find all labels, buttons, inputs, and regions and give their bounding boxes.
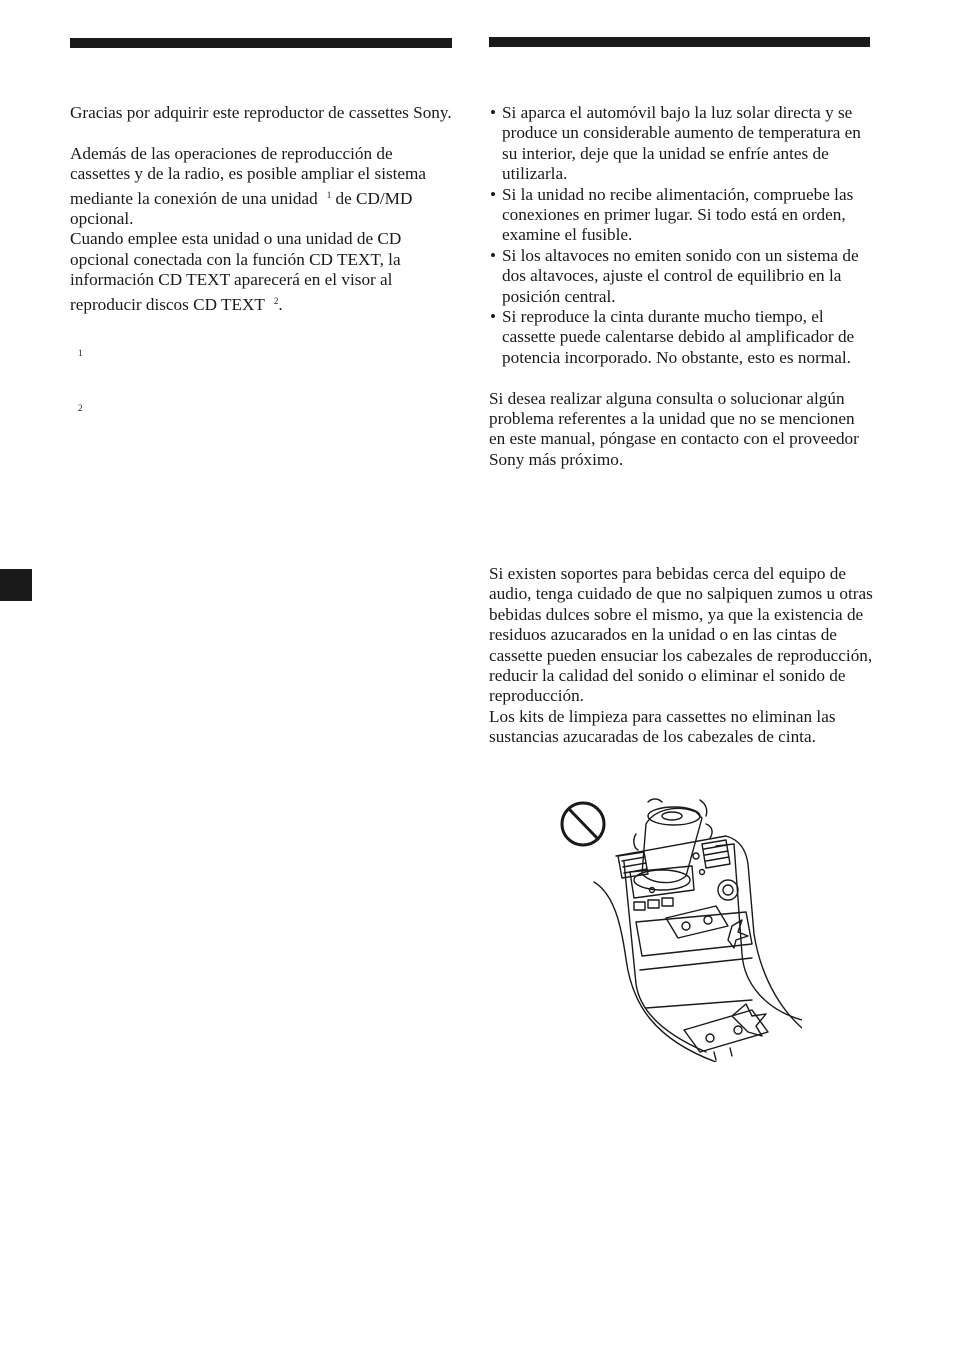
left-header-rule (70, 38, 452, 48)
right-header-rule (489, 37, 870, 47)
section-thumb-tab (0, 569, 32, 601)
footnote-2-marker: 2 (78, 403, 83, 413)
consult-paragraph: Si desea realizar alguna consulta o solucionar algún problema referentes a la unidad que no se mencionen en este manual, póngase en contacto con el proveedor Sony más próximo. (489, 388, 859, 469)
expansion-text-end: de CD/MD opcional. (70, 188, 413, 229)
cd-text-paragraph (70, 229, 455, 315)
drinks-paragraph: Si existen soportes para bebidas cerca del equipo de audio, tenga cuidado de que no salpiquen zumos u otras bebidas dulces sobre el mismo, ya que la existencia de residuos azucarados en la unidad o en las cintas de cassette pueden ensuciar los cabezales de reproducción, reducir la calidad del sonido o eliminar el sonido de reproducción. (489, 564, 873, 706)
cd-text-text: Cuando emplee esta unidad o una unidad de CD opcional conectada con la función CD TEXT, la información CD TEXT aparecerá en el visor al reproducir discos CD TEXT (70, 229, 402, 314)
list-item: • Si reproduce la cinta durante mucho tiempo, el cassette puede calentarse debido al amplificador de potencia incorporado. No obstante, esto es normal. (489, 307, 873, 368)
intro-paragraph: Gracias por adquirir este reproductor de cassettes Sony. (70, 103, 452, 122)
cd-text-end: . (278, 294, 283, 314)
list-item: • Si los altavoces no emiten sonido con un sistema de dos altavoces, ajuste el control de equilibrio en la posición central. (489, 246, 873, 307)
list-item: • Si aparca el automóvil bajo la luz solar directa y se produce un considerable aumento de temperatura en su interior, deje que la unidad se enfríe antes de utilizarla. (489, 103, 873, 185)
expansion-text: Además de las operaciones de reproducción de cassettes y de la radio, es posible ampliar el sistema mediante la conexión de una unidad (70, 143, 427, 208)
footnote-ref-2: 2 (273, 295, 279, 306)
expansion-paragraph (70, 144, 455, 230)
no-drinks-spill-icon (556, 794, 802, 1062)
footnote-ref-1: 1 (326, 189, 332, 200)
right-column-notes (489, 103, 873, 470)
precautions-list (489, 103, 873, 368)
cleaning-kits-paragraph: Los kits de limpieza para cassettes no eliminan las sustancias azucaradas de los cabezales de cinta. (489, 706, 836, 747)
right-column-drinks (489, 564, 873, 748)
left-column (70, 103, 455, 315)
list-item: • Si la unidad no recibe alimentación, compruebe las conexiones en primer lugar. Si todo está en orden, examine el fusible. (489, 185, 873, 246)
footnote-1-marker: 1 (78, 348, 83, 358)
